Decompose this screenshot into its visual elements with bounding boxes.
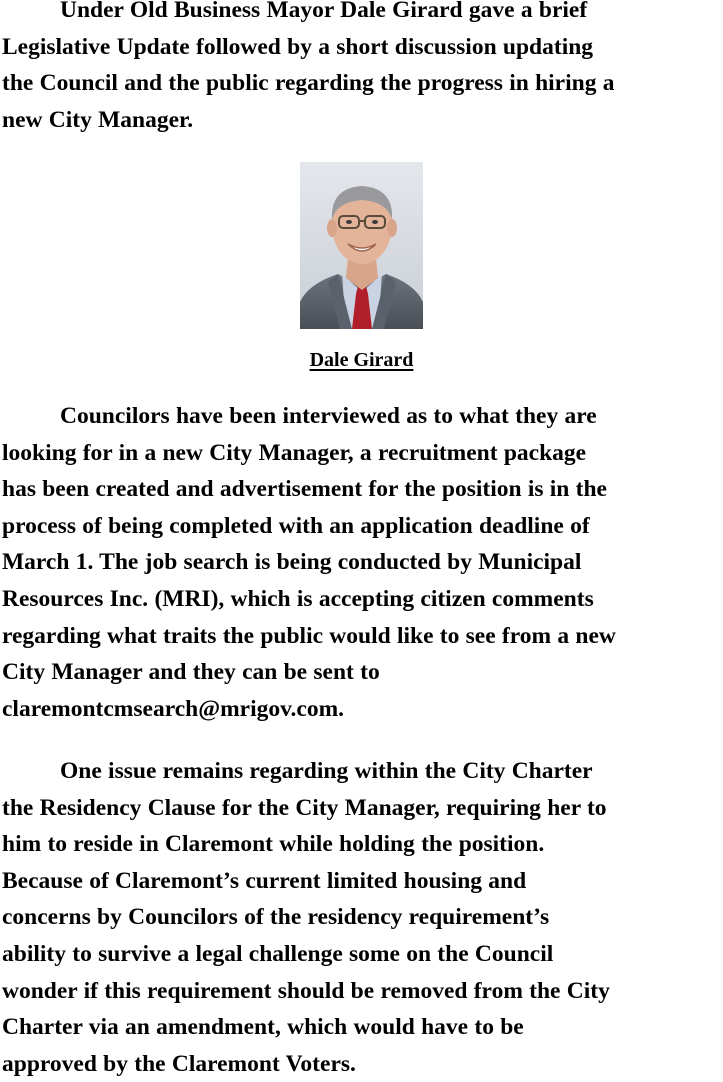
photo-caption: Dale Girard: [309, 349, 414, 371]
portrait-photo: [300, 162, 423, 329]
paragraph-recruitment: Councilors have been interviewed as to what they are looking for in a new City Manager, a recruitment package has been created and advertisement for the position is in the process of being completed with an application deadline of March 1. The job search is being conducted by Municipal Resources Inc. (MRI), which is accepting citizen comments regarding what traits the public would like to see from a new City Manager and they can be sent to claremontcmsearch@mrigov.com.: [2, 403, 616, 722]
paragraph-old-business: Under Old Business Mayor Dale Girard gave a brief Legislative Update followed by a short discussion updating the Council and the public regarding the progress in hiring a new City Manager.: [2, 0, 615, 133]
paragraph-residency-clause: One issue remains regarding within the City Charter the Residency Clause for the City Manager, requiring her to him to reside in Claremont while holding the position. Because of Claremont’s current limited housing and concerns by Councilors of the residency requirement’s ability to survive a legal challenge some on the Council wonder if this requirement should be removed from the City Charter via an amendment, which would have to be approved by the Claremont Voters.: [2, 758, 610, 1077]
portrait-illustration: [300, 162, 423, 329]
